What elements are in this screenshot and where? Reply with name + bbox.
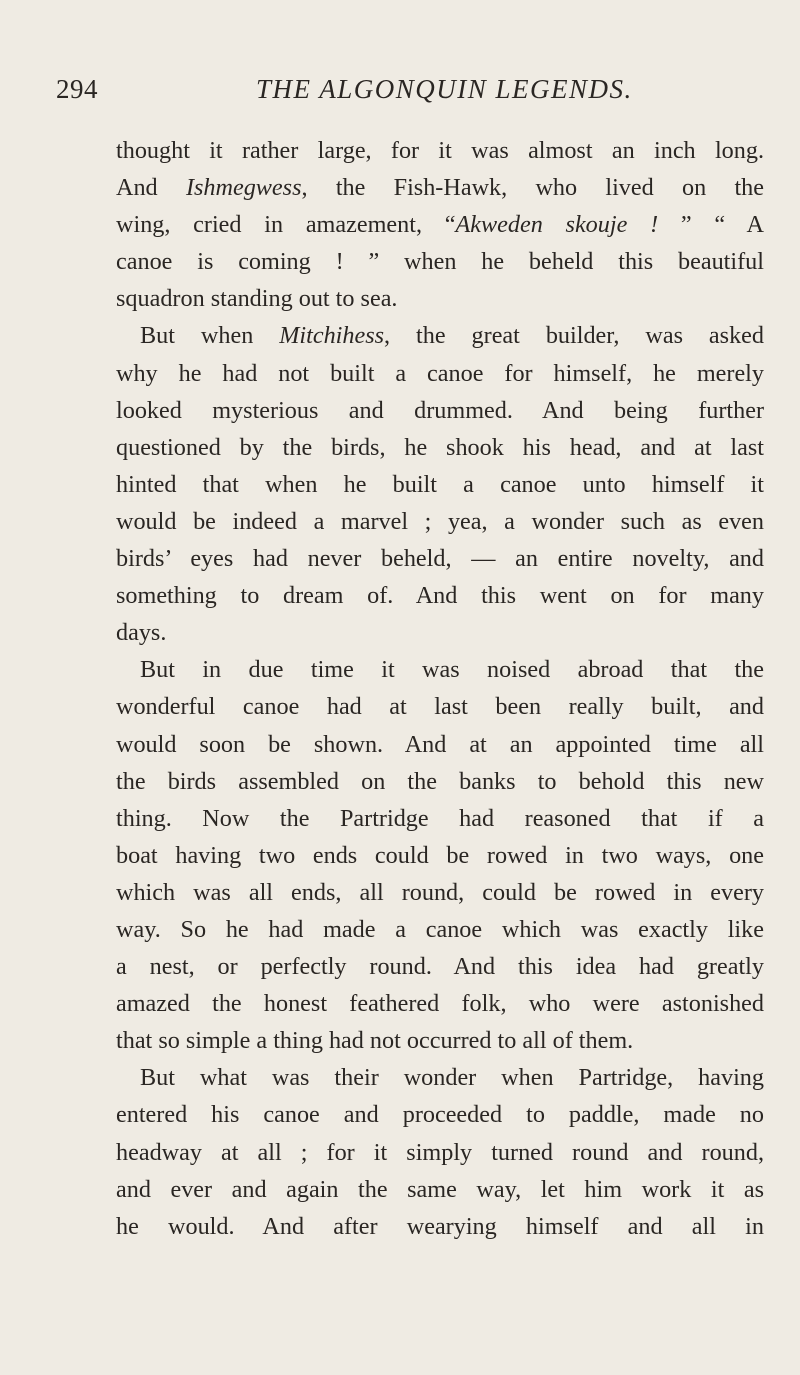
- text-run: canoe is coming ! ” when he beheld this beautiful: [116, 248, 764, 276]
- text-run: and ever and again the same way, let him work it as: [116, 1175, 764, 1203]
- text-line: [116, 169, 764, 206]
- text-line: [116, 1096, 764, 1133]
- text-line: [116, 1022, 764, 1059]
- text-run: he would. And after wearying himself and all in: [116, 1212, 764, 1240]
- text-run: But in due time it was noised abroad that the: [140, 656, 764, 684]
- text-run: But what was their wonder when Partridge, having: [140, 1064, 764, 1092]
- text-line: [116, 392, 764, 429]
- text-line: [116, 132, 764, 169]
- text-line: [116, 577, 764, 614]
- italic-text: Akweden skouje !: [455, 211, 659, 239]
- text-run: thought it rather large, for it was almost an inch long.: [116, 137, 764, 164]
- text-line: [116, 466, 764, 503]
- text-run: ” “ A: [658, 211, 764, 239]
- text-line: [116, 911, 764, 948]
- text-run: wing, cried in amazement, “: [116, 211, 456, 239]
- text-run: birds’ eyes had never beheld, — an entire novelty, and: [116, 545, 764, 573]
- text-run: wonderful canoe had at last been really built, and: [116, 693, 764, 721]
- text-line: [116, 280, 764, 317]
- text-line: [116, 614, 764, 651]
- text-line: [116, 688, 764, 725]
- text-run: thing. Now the Partridge had reasoned that if a: [116, 804, 764, 832]
- text-line: [116, 874, 764, 911]
- text-run: would soon be shown. And at an appointed time all: [116, 730, 764, 758]
- text-run: And: [116, 174, 186, 202]
- running-title: THE ALGONQUIN LEGENDS.: [256, 74, 633, 104]
- text-run: way. So he had made a canoe which was exactly like: [116, 915, 764, 943]
- text-run: that so simple a thing had not occurred to all of them.: [116, 1027, 634, 1055]
- text-line: [116, 503, 764, 540]
- text-line: [116, 429, 764, 466]
- text-line: [116, 540, 764, 577]
- text-run: headway at all ; for it simply turned round and round,: [116, 1138, 764, 1166]
- text-run: , the Fish-Hawk, who lived on the: [301, 174, 765, 202]
- page-header: [56, 74, 756, 114]
- text-line: [116, 948, 764, 985]
- text-line: [116, 243, 764, 280]
- italic-text: Ishmegwess: [185, 174, 302, 202]
- text-run: amazed the honest feathered folk, who were astonished: [116, 990, 764, 1018]
- text-line: [116, 763, 764, 800]
- text-line: [116, 985, 764, 1022]
- text-line: [116, 651, 764, 688]
- text-line: [116, 1208, 764, 1245]
- text-run: would be indeed a marvel ; yea, a wonder such as even: [116, 507, 764, 535]
- italic-text: Mitchihess: [279, 322, 385, 350]
- text-run: looked mysterious and drummed. And being further: [116, 396, 764, 424]
- page-number: 294: [56, 74, 98, 104]
- text-run: a nest, or perfectly round. And this idea had greatly: [116, 953, 764, 981]
- text-run: something to dream of. And this went on for many: [116, 582, 764, 610]
- text-run: the birds assembled on the banks to behold this new: [116, 767, 764, 795]
- text-run: which was all ends, all round, could be rowed in every: [116, 878, 764, 906]
- text-run: questioned by the birds, he shook his head, and at last: [116, 433, 764, 461]
- text-run: But when: [140, 322, 280, 350]
- text-run: , the great builder, was asked: [384, 322, 765, 350]
- text-line: [116, 317, 764, 354]
- body-text: [116, 132, 764, 1245]
- text-line: [116, 726, 764, 763]
- text-line: [116, 1134, 764, 1171]
- text-run: squadron standing out to sea.: [116, 285, 398, 313]
- text-line: [116, 206, 764, 243]
- text-run: days.: [116, 619, 167, 647]
- text-run: entered his canoe and proceeded to paddle, made no: [116, 1101, 764, 1129]
- text-line: [116, 800, 764, 837]
- text-run: boat having two ends could be rowed in two ways, one: [116, 841, 764, 869]
- text-line: [116, 837, 764, 874]
- text-run: why he had not built a canoe for himself, he merely: [116, 359, 764, 387]
- text-line: [116, 355, 764, 392]
- text-line: [116, 1171, 764, 1208]
- text-run: hinted that when he built a canoe unto himself it: [116, 470, 764, 498]
- text-line: [116, 1059, 764, 1096]
